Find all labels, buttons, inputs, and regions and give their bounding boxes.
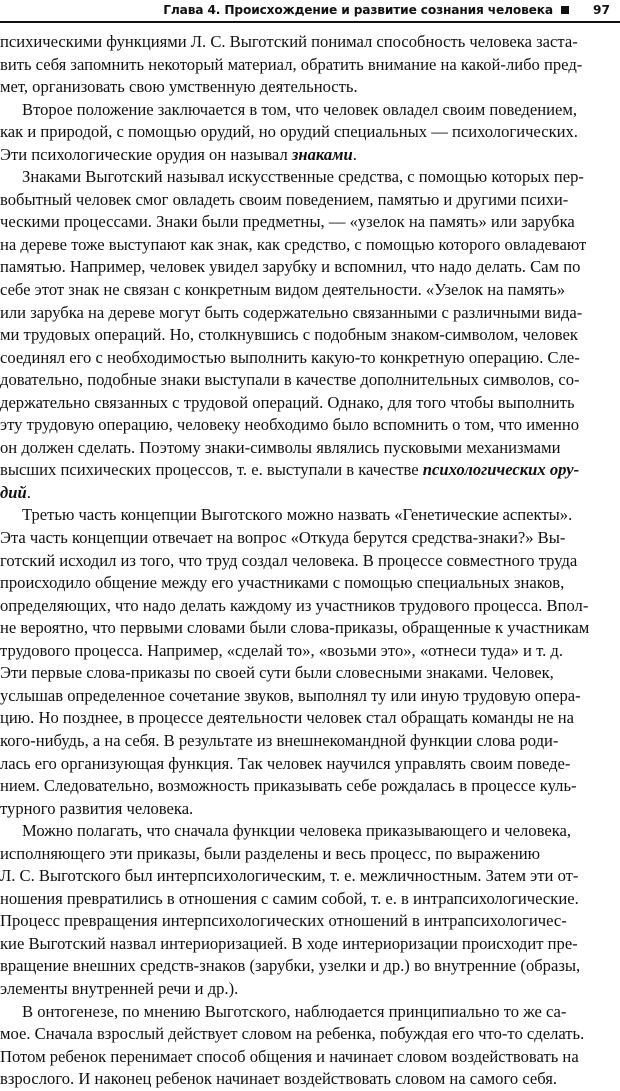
- text-fragment: Эти психологические орудия он называл: [0, 144, 288, 164]
- text-line: готский исходил из того, что труд создал человека. В процессе совместного труда: [0, 550, 578, 570]
- text-line: Эти первые слова-приказы по своей сути были словесными знаками. Человек,: [0, 663, 554, 683]
- text-line: мое. Сначала взрослый действует словом на ребенка, побуждая его что-то сделать.: [0, 1024, 585, 1044]
- text-line: Потом ребенок перенимает способ общения и начинает словом воздействовать на: [0, 1046, 579, 1066]
- punctuation: .: [352, 144, 357, 164]
- text-line: [0, 144, 606, 167]
- text-line: вить себя запомнить некоторый материал, обратить внимание на какой-либо пред-: [0, 54, 583, 74]
- text-line: ми трудовых операций. Но, столкнувшись с подобным знаком-символом, человек: [0, 325, 578, 345]
- text-line: психическими функциями Л. С. Выготский понимал способность человека заста-: [0, 32, 578, 51]
- text-line: вобытный человек смог овладеть своим поведением, памятью и другими психи-: [0, 189, 569, 209]
- text-line: взрослого. И наконец ребенок начинает воздействовать словом на самого себя.: [0, 1069, 558, 1089]
- text-line: Можно полагать, что сначала функции человека приказывающего и человека,: [22, 821, 572, 841]
- text-line: не вероятно, что первыми словами были слова-приказы, обращенные к участникам: [0, 618, 590, 638]
- text-line: Второе положение заключается в том, что человек овладел своим поведением,: [22, 99, 577, 119]
- page-number: 97: [593, 3, 610, 17]
- text-line: В онтогенезе, по мнению Выготского, наблюдается принципиально то же са-: [22, 1001, 567, 1021]
- text-line: лась его организующая функция. Так человек научился управлять своим поведе-: [0, 753, 571, 773]
- paragraph-4: [0, 504, 606, 820]
- text-line: цию. Но позднее, в процессе деятельности человек стал обращать команды не на: [0, 708, 575, 728]
- emphasis-term: знаками: [291, 144, 353, 164]
- text-line: кие Выготский назвал интериоризацией. В ходе интериоризации происходит пре-: [0, 933, 578, 953]
- header-square-icon: [561, 6, 569, 14]
- text-line: эту трудовую операцию, человеку необходимо было вспомнить о том, что именно: [0, 415, 580, 435]
- text-line: вращение внешних средств-знаков (зарубки, узелки и др.) во внутренние (образы,: [0, 956, 581, 976]
- paragraph-2: [0, 99, 606, 167]
- text-line: услышав определенное сочетание звуков, выполнял ту или иную трудовую опера-: [0, 685, 581, 705]
- text-line: [0, 459, 606, 482]
- chapter-title: Глава 4. Происхождение и развитие сознания человека: [163, 3, 553, 17]
- text-line: он должен сделать. Поэтому знаки-символы являлись пусковыми механизмами: [0, 437, 561, 457]
- text-line: себе этот знак не связан с конкретным видом деятельности. «Узелок на память»: [0, 280, 566, 300]
- body-text: [0, 31, 606, 1091]
- text-line: памятью. Например, человек увидел зарубку и вспомнил, что надо делать. Сам по: [0, 257, 581, 277]
- text-line: исполняющего эти приказы, были разделены и весь процесс, по выражению: [0, 843, 540, 863]
- paragraph-6: [0, 1001, 606, 1091]
- emphasis-term: дий: [0, 482, 27, 502]
- text-line: или зарубка на дереве могут быть содержательно связанными с различными вида-: [0, 302, 583, 322]
- text-line: как и природой, с помощью орудий, но орудий специальных — психологических.: [0, 122, 578, 142]
- text-line: [0, 482, 606, 505]
- text-line: Знаками Выготский называл искусственные средства, с помощью которых пер-: [22, 167, 584, 187]
- text-line: держательно связанных с трудовой операций. Однако, для того чтобы выполнить: [0, 392, 575, 412]
- text-line: соединял его с необходимостью выполнить какую-то конкретную операцию. Сле-: [0, 347, 580, 367]
- text-line: элементы внутренней речи и др.).: [0, 978, 239, 998]
- punctuation: .: [26, 482, 31, 502]
- text-line: на дереве тоже выступают как знак, как средство, с помощью которого овладевают: [0, 234, 587, 254]
- text-line: Третью часть концепции Выготского можно назвать «Генетические аспекты».: [22, 505, 573, 525]
- text-line: ческими процессами. Знаки были предметны, — «узелок на память» или зарубка: [0, 212, 575, 232]
- text-line: определяющих, что надо делать каждому из участников трудового процесса. Впол-: [0, 595, 589, 615]
- text-fragment: высших психических процессов, т. е. выступали в качестве: [0, 460, 419, 480]
- text-line: ношения превратились в отношения с самим собой, т. е. в интрапсихологические.: [0, 888, 579, 908]
- text-line: турного развития человека.: [0, 798, 194, 818]
- text-line: довательно, подобные знаки выступали в качестве дополнительных символов, со-: [0, 370, 580, 390]
- paragraph-3: [0, 166, 606, 504]
- text-line: Эта часть концепции отвечает на вопрос «Откуда берутся средства-знаки?» Вы-: [0, 528, 566, 548]
- text-line: кого-нибудь, а на себя. В результате из внешнекомандной функции слова роди-: [0, 730, 559, 750]
- text-line: мет, организовать свою умственную деятельность.: [0, 77, 358, 97]
- text-line: Процесс превращения интерпсихологических отношений в интрапсихологичес-: [0, 911, 567, 931]
- paragraph-1: [0, 31, 606, 99]
- emphasis-term: психологических ору-: [422, 460, 580, 480]
- paragraph-5: [0, 820, 606, 1000]
- running-header: [0, 0, 620, 24]
- text-line: происходило общение между его участниками с помощью специальных знаков,: [0, 573, 565, 593]
- text-line: нием. Следовательно, возможность приказывать себе рождалась в процессе куль-: [0, 776, 577, 796]
- header-rule: [0, 21, 620, 23]
- text-line: трудового процесса. Например, «сделай то», «возьми это», «отнеси туда» и т. д.: [0, 640, 563, 660]
- text-line: Л. С. Выготского был интерпсихологическим, т. е. межличностным. Затем эти от-: [0, 866, 579, 886]
